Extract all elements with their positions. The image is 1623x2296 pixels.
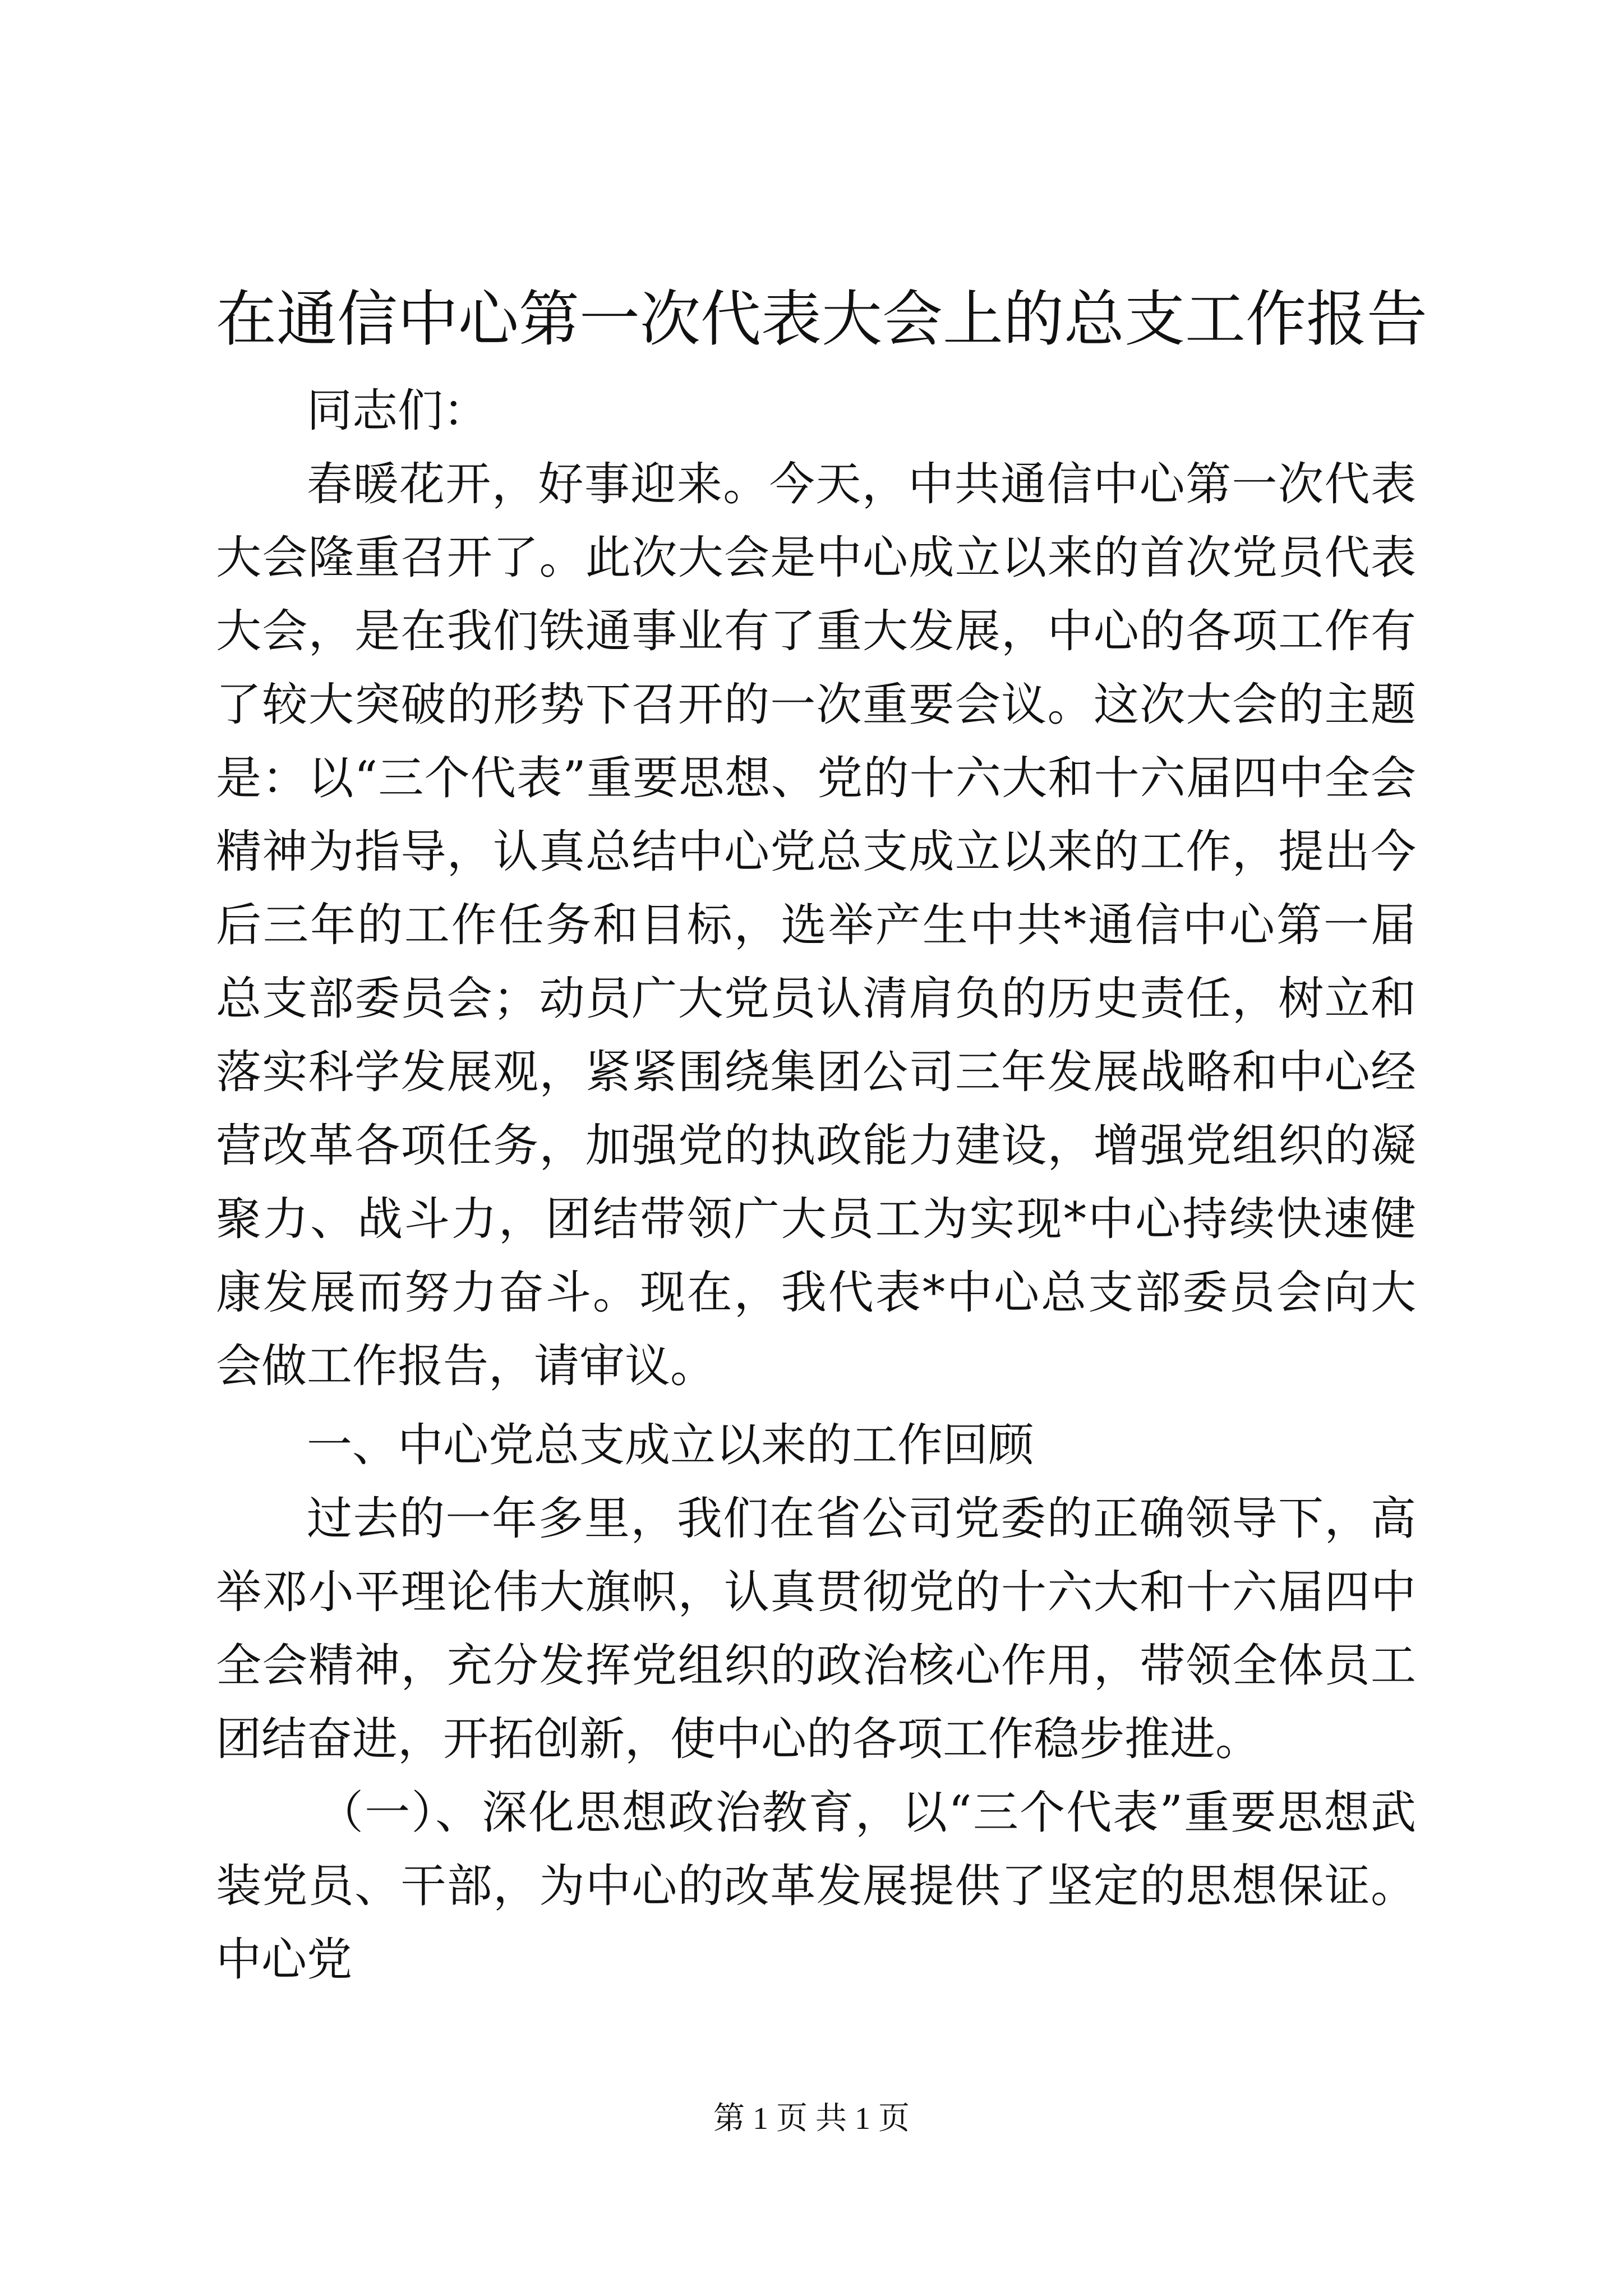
page-footer: 第 1 页 共 1 页 (713, 2101, 910, 2136)
section-heading: 一、中心党总支成立以来的工作回顾 (307, 1419, 1034, 1472)
document-body (216, 375, 1416, 1997)
subsection-paragraph: （一）、深化思想政治教育，以“三个代表”重要思想武装党员、干部，为中心的改革发展提供了坚定的思想保证。中心党 (216, 1787, 1416, 1986)
review-paragraph: 过去的一年多里，我们在省公司党委的正确领导下，高举邓小平理论伟大旗帜，认真贯彻党的十六大和十六届四中全会精神，充分发挥党组织的政治核心作用，带领全体员工团结奋进，开拓创新，使中心的各项工作稳步推进。 (216, 1493, 1416, 1766)
intro-paragraph: 春暖花开，好事迎来。今天，中共通信中心第一次代表大会隆重召开了。此次大会是中心成立以来的首次党员代表大会，是在我们铁通事业有了重大发展，中心的各项工作有了较大突破的形势下召开的一次重要会议。这次大会的主题是：以“三个代表”重要思想、党的十六大和十六届四中全会精神为指导，认真总结中心党总支成立以来的工作，提出今后三年的工作任务和目标，选举产生中共*通信中心第一届总支部委员会；动员广大党员认清肩负的历史责任，树立和落实科学发展观，紧紧围绕集团公司三年发展战略和中心经营改革各项任务，加强党的执政能力建设，增强党组织的凝聚力、战斗力，团结带领广大员工为实现*中心持续快速健康发展而努力奋斗。现在，我代表*中心总支部委员会向大会做工作报告，请审议。 (216, 458, 1416, 1393)
document-title: 在通信中心第一次代表大会上的总支工作报告 (216, 284, 1428, 355)
salutation-paragraph: 同志们： (307, 385, 489, 438)
